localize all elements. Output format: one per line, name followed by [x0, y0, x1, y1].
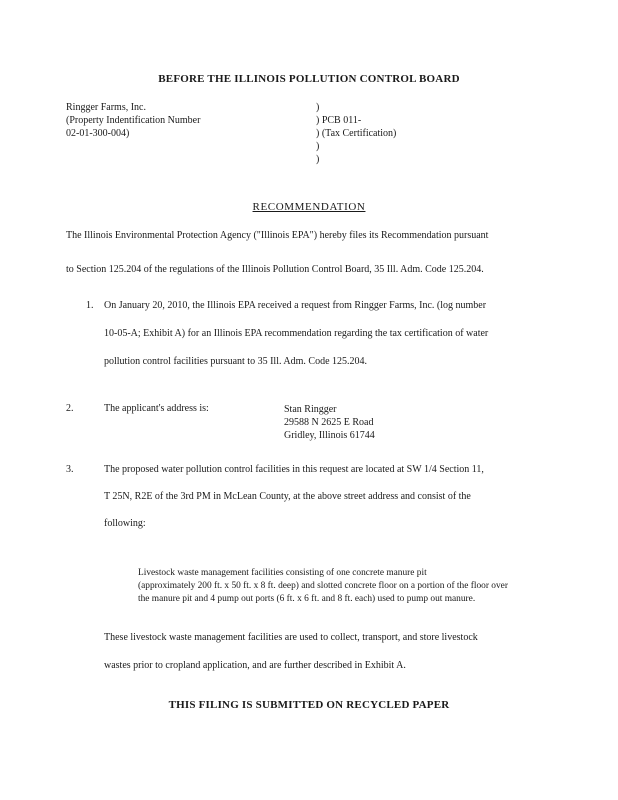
paragraph-line: The proposed water pollution control facilities in this request are located at SW 1/4 Section 11,: [104, 464, 484, 475]
paragraph-line: pollution control facilities pursuant to 35 Ill. Adm. Code 125.204.: [104, 356, 368, 367]
facility-description-line: (approximately 200 ft. x 50 ft. x 8 ft. deep) and slotted concrete floor on a portion of the floor over: [138, 581, 508, 591]
paragraph-line: T 25N, R2E of the 3rd PM in McLean County, at the above street address and consist of the: [104, 491, 471, 502]
paragraph-line: 10-05-A; Exhibit A) for an Illinois EPA recommendation regarding the tax certification of water: [104, 328, 489, 339]
address-label: The applicant's address is:: [104, 403, 209, 414]
intro-line: to Section 125.204 of the regulations of the Illinois Pollution Control Board, 35 Ill. Adm. Code 125.204.: [66, 264, 484, 275]
caption-right: [316, 101, 396, 166]
facility-description-line: the manure pit and 4 pump out ports (6 ft. x 6 ft. and 8 ft. each) used to pump out manure.: [138, 594, 476, 604]
address-block: [284, 403, 375, 442]
caption-bracket-line: ): [316, 154, 320, 165]
caption-left: [66, 101, 200, 140]
paragraph-number: 1.: [86, 300, 94, 311]
paragraph-number: 2.: [66, 403, 74, 414]
facility-description-line: Livestock waste management facilities consisting of one concrete manure pit: [138, 568, 427, 578]
paragraph-line: On January 20, 2010, the Illinois EPA received a request from Ringger Farms, Inc. (log number: [104, 300, 487, 311]
caption-party-line: (Property Indentification Number: [66, 115, 201, 126]
caption-bracket-line: ): [316, 141, 320, 152]
document-title: BEFORE THE ILLINOIS POLLUTION CONTROL BOARD: [158, 73, 460, 85]
caption-bracket-line: ) PCB 011-: [316, 115, 362, 126]
facility-description-block: [138, 567, 508, 606]
paragraph-line: These livestock waste management facilities are used to collect, transport, and store livestock: [104, 632, 478, 643]
caption-party-line: 02-01-300-004): [66, 128, 130, 139]
address-line: 29588 N 2625 E Road: [284, 417, 374, 428]
paragraph-line: wastes prior to cropland application, and are further described in Exhibit A.: [104, 660, 406, 671]
recycled-paper-footer: THIS FILING IS SUBMITTED ON RECYCLED PAPER: [168, 699, 450, 711]
paragraph-line: following:: [104, 518, 146, 529]
address-line: Gridley, Illinois 61744: [284, 430, 375, 441]
caption-party-line: Ringger Farms, Inc.: [66, 102, 146, 113]
caption-bracket-line: ) (Tax Certification): [316, 128, 397, 139]
section-heading: RECOMMENDATION: [252, 201, 366, 213]
address-line: Stan Ringger: [284, 404, 337, 415]
paragraph-number: 3.: [66, 464, 74, 475]
caption-bracket-line: ): [316, 102, 320, 113]
intro-line: The Illinois Environmental Protection Agency ("Illinois EPA") hereby files its Recommendation pursuant: [66, 230, 489, 241]
